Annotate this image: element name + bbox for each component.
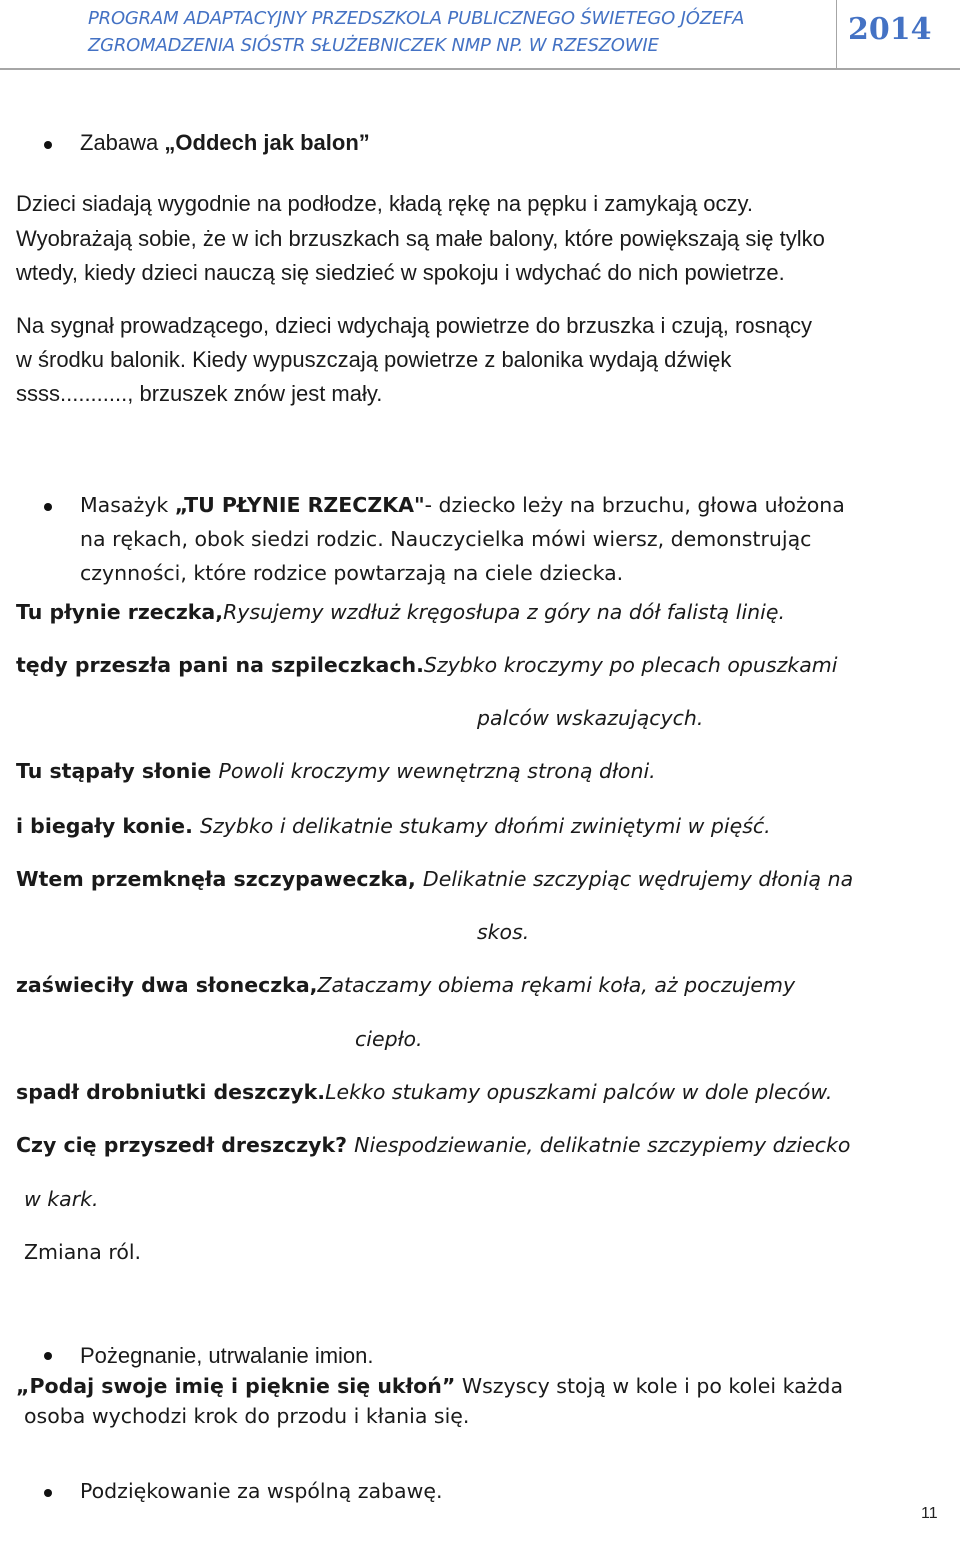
- section2-heading: [80, 493, 845, 517]
- section2-prefix: Masażyk: [80, 493, 175, 517]
- verse-6-text: zaświeciły dwa słoneczka,: [16, 973, 318, 997]
- section3-title: „Podaj swoje imię i pięknie się ukłoń”: [16, 1374, 456, 1398]
- verse-1-instruction: Rysujemy wzdłuż kręgosłupa z góry na dół falistą linię.: [223, 600, 785, 624]
- header-title-line1: PROGRAM ADAPTACYJNY PRZEDSZKOLA PUBLICZNEGO ŚWIETEGO JÓZEFA: [88, 8, 745, 29]
- verse-1-text: Tu płynie rzeczka,: [16, 600, 224, 624]
- section2-line2: na rękach, obok siedzi rodzic. Nauczycielka mówi wiersz, demonstrując: [80, 527, 812, 551]
- header-divider-vertical: [836, 0, 837, 70]
- section3-line2: osoba wychodzi krok do przodu i kłania się.: [24, 1404, 470, 1428]
- bullet-icon: [44, 141, 52, 149]
- section4-bullet: Podziękowanie za wspólną zabawę.: [80, 1479, 443, 1503]
- verse-5-text: Wtem przemknęła szczypaweczka,: [16, 867, 423, 891]
- verse-2-instruction: Szybko kroczymy po plecach opuszkami: [423, 653, 838, 677]
- verse-3: [16, 759, 656, 783]
- section1-p1-line1: Dzieci siadają wygodnie na podłodze, kładą rękę na pępku i zamykają oczy.: [16, 191, 754, 216]
- verse-2-continuation: palców wskazujących.: [477, 706, 704, 730]
- section1-p1-line3: wtedy, kiedy dzieci nauczą się siedzieć w spokoju i wdychać do nich powietrze.: [16, 260, 785, 285]
- section1-prefix: Zabawa: [80, 130, 165, 155]
- section1-p2-line1: Na sygnał prowadzącego, dzieci wdychają powietrze do brzuszka i czują, rosnący: [16, 313, 813, 338]
- verse-8-continuation: w kark.: [24, 1187, 99, 1211]
- section3-rest: Wszyscy stoją w kole i po kolei każda: [455, 1374, 844, 1398]
- header-rule: [0, 68, 960, 70]
- section3-bullet: Pożegnanie, utrwalanie imion.: [80, 1343, 374, 1368]
- verse-3-text: Tu stąpały słonie: [16, 759, 219, 783]
- bullet-icon: [44, 1489, 52, 1497]
- verse-4-text: i biegały konie.: [16, 814, 200, 838]
- verse-6-instruction: Zataczamy obiema rękami koła, aż poczujemy: [317, 973, 796, 997]
- section1-p2-line2: w środku balonik. Kiedy wypuszczają powietrze z balonika wydają dźwięk: [16, 347, 732, 372]
- verse-1: [16, 600, 785, 624]
- verse-6-continuation: ciepło.: [355, 1027, 423, 1051]
- verse-4-instruction: Szybko i delikatnie stukamy dłońmi zwiniętymi w pięść.: [200, 814, 771, 838]
- header-title-line2: ZGROMADZENIA SIÓSTR SŁUŻEBNICZEK NMP NP. W RZESZOWIE: [88, 35, 659, 56]
- section3-line1: [16, 1374, 843, 1398]
- verse-6: [16, 973, 795, 997]
- verse-5-instruction: Delikatnie szczypiąc wędrujemy dłonią na: [422, 867, 854, 891]
- verse-3-instruction: Powoli kroczymy wewnętrzną stroną dłoni.: [218, 759, 656, 783]
- verse-5: [16, 867, 853, 891]
- verse-8-instruction: Niespodziewanie, delikatnie szczypiemy dziecko: [354, 1133, 851, 1157]
- role-change: Zmiana ról.: [24, 1240, 142, 1264]
- section1-heading: [80, 130, 370, 156]
- section2-line1-rest: - dziecko leży na brzuchu, głowa ułożona: [424, 493, 845, 517]
- section2-line3: czynności, które rodzice powtarzają na ciele dziecka.: [80, 561, 624, 585]
- verse-2-text: tędy przeszła pani na szpileczkach.: [16, 653, 424, 677]
- bullet-icon: [44, 503, 52, 511]
- header-year: 2014: [848, 12, 932, 47]
- section1-p1-line2: Wyobrażają sobie, że w ich brzuszkach są małe balony, które powiększają się tylko: [16, 226, 825, 251]
- page-number: 11: [921, 1505, 938, 1522]
- section1-p2-line3: ssss..........., brzuszek znów jest mały.: [16, 381, 383, 406]
- verse-5-continuation: skos.: [477, 920, 530, 944]
- verse-7-instruction: Lekko stukamy opuszkami palców w dole pleców.: [325, 1080, 833, 1104]
- verse-4: [16, 814, 771, 838]
- verse-7: [16, 1080, 832, 1104]
- verse-2: [16, 653, 837, 677]
- verse-8-text: Czy cię przyszedł dreszczyk?: [16, 1133, 355, 1157]
- section1-title: „Oddech jak balon”: [164, 130, 370, 155]
- section2-title: „TU PŁYNIE RZECZKA": [174, 493, 425, 517]
- bullet-icon: [44, 1352, 52, 1360]
- verse-7-text: spadł drobniutki deszczyk.: [16, 1080, 326, 1104]
- verse-8: [16, 1133, 850, 1157]
